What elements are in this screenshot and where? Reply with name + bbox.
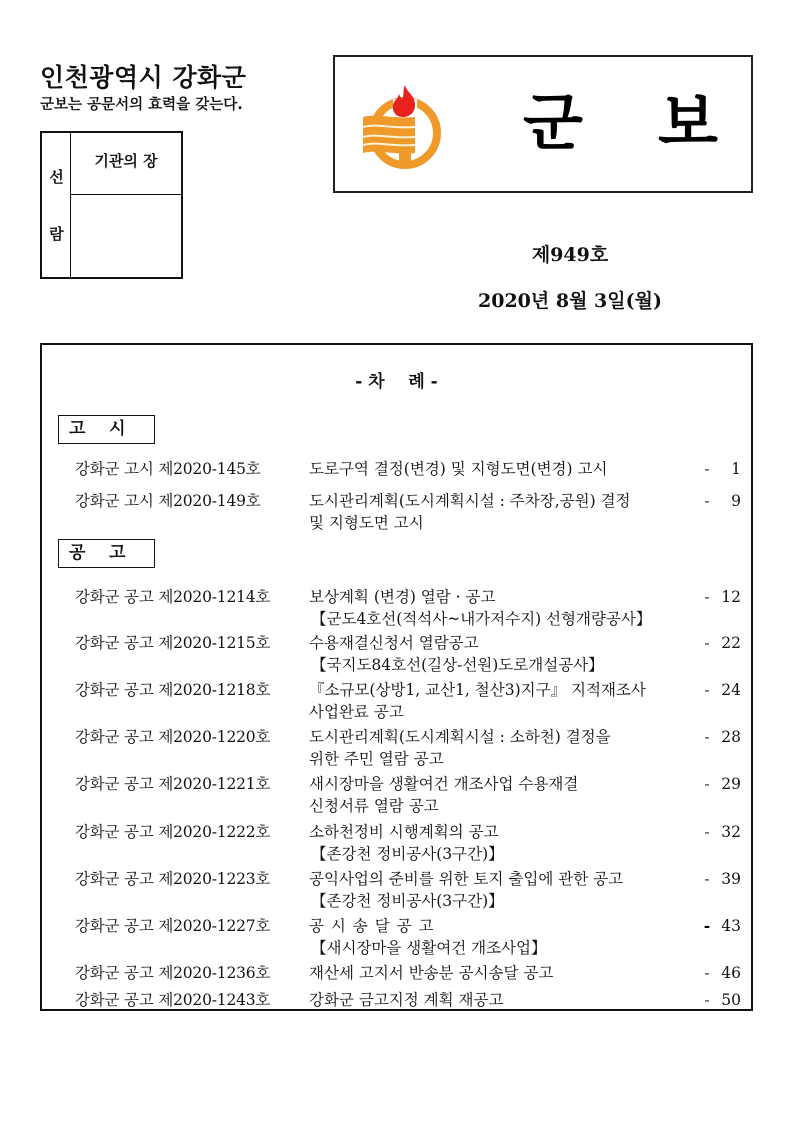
page-separator: - [704,775,710,793]
notice-subtitle: 사업완료 공고 [309,703,404,721]
notice-title: 수용재결신청서 열람공고 【국지도84호선(길상-선원)도로개설공사】 [309,632,699,676]
notice-number: 강화군 공고 제2020-1227호 [75,917,271,935]
notice-number: 강화군 고시 제2020-149호 [75,492,261,510]
notice-subtitle: 【새시장마을 생활여건 개조사업】 [311,939,547,957]
organization-title: 인천광역시 강화군 [40,63,247,92]
notice-number: 강화군 공고 제2020-1236호 [75,964,271,982]
circulation-box [40,131,183,279]
toc-title: - 차 례 - [355,372,438,392]
page-separator: - [704,964,710,982]
notice-number: 강화군 공고 제2020-1222호 [75,823,271,841]
notice-number: 강화군 공고 제2020-1223호 [75,870,271,888]
circulation-side-column [42,133,71,277]
page-number: 29 [721,775,741,793]
page-number: 1 [731,460,741,478]
page-number: 46 [721,964,741,982]
notice-subtitle: 및 지형도면 고시 [309,514,424,532]
notice-subtitle: 【존강천 정비공사(3구간)】 [311,845,504,863]
issue-number: 제949호 [531,244,609,266]
page-number: 39 [721,870,741,888]
notice-title: 보상계획 (변경) 열람 · 공고 【군도4호선(적석사~내가저수지) 선형개량공사】 [309,586,699,630]
notice-number: 강화군 고시 제2020-145호 [75,460,261,478]
masthead [333,55,753,193]
organization-subtitle: 군보는 공문서의 효력을 갖는다. [40,97,243,113]
page-number: 50 [721,991,741,1009]
page-number: 43 [721,917,741,935]
notice-title: 소하천정비 시행계획의 공고 【존강천 정비공사(3구간)】 [309,821,699,865]
page-separator: - [703,916,711,935]
page-separator: - [704,870,710,888]
notice-subtitle: 위한 주민 열람 공고 [309,750,444,768]
page-number: 9 [731,492,741,510]
page-separator: - [704,728,710,746]
circulation-label-top: 선 [49,168,64,186]
notice-title: 강화군 금고지정 계획 재공고 [309,991,504,1009]
notice-subtitle: 【군도4호선(적석사~내가저수지) 선형개량공사】 [311,610,652,628]
gangwha-county-emblem-icon [355,81,450,171]
notice-title: 공익사업의 준비를 위한 토지 출입에 관한 공고 【존강천 정비공사(3구간)】 [309,868,699,912]
masthead-title-char-1: 군 [523,86,583,159]
page-number: 12 [721,588,741,606]
circulation-label-bottom: 람 [49,225,64,243]
notice-number: 강화군 공고 제2020-1243호 [75,991,271,1009]
notice-subtitle: 【존강천 정비공사(3구간)】 [311,892,504,910]
notice-number: 강화군 공고 제2020-1221호 [75,775,271,793]
notice-title: 공 시 송 달 공 고 【새시장마을 생활여건 개조사업】 [309,915,699,959]
notice-title: 『소규모(상방1, 교산1, 철산3)지구』 지적재조사 사업완료 공고 [309,679,699,723]
notice-title: 재산세 고지서 반송분 공시송달 공고 [309,964,554,982]
page-separator: - [704,681,710,699]
notice-title: 도시관리계획(도시계획시설 : 소하천) 결정을 위한 주민 열람 공고 [309,726,699,770]
notice-number: 강화군 공고 제2020-1220호 [75,728,271,746]
notice-title: 도시관리계획(도시계획시설 : 주차장,공원) 결정 및 지형도면 고시 [309,490,699,534]
page-separator: - [704,492,710,510]
page-separator: - [704,991,710,1009]
page-separator: - [704,460,710,478]
page-number: 24 [721,681,741,699]
page-number: 28 [721,728,741,746]
page-separator: - [704,823,710,841]
masthead-title-char-2: 보 [658,86,718,159]
notice-subtitle: 【국지도84호선(길상-선원)도로개설공사】 [311,656,604,674]
notice-number: 강화군 공고 제2020-1215호 [75,634,271,652]
notice-number: 강화군 공고 제2020-1218호 [75,681,271,699]
page-separator: - [704,588,710,606]
section-label-gonggo: 공 고 [58,539,155,568]
page-number: 22 [721,634,741,652]
page-number: 32 [721,823,741,841]
notice-number: 강화군 공고 제2020-1214호 [75,588,271,606]
notice-subtitle: 신청서류 열람 공고 [309,797,439,815]
table-of-contents [40,343,753,1011]
page-separator: - [704,634,710,652]
section-label-gosi: 고 시 [58,415,155,444]
notice-title: 도로구역 결정(변경) 및 지형도면(변경) 고시 [309,460,608,478]
issue-date: 2020년 8월 3일(월) [478,290,662,312]
circulation-head-label: 기관의 장 [71,133,181,195]
notice-title: 새시장마을 생활여건 개조사업 수용재결 신청서류 열람 공고 [309,773,699,817]
